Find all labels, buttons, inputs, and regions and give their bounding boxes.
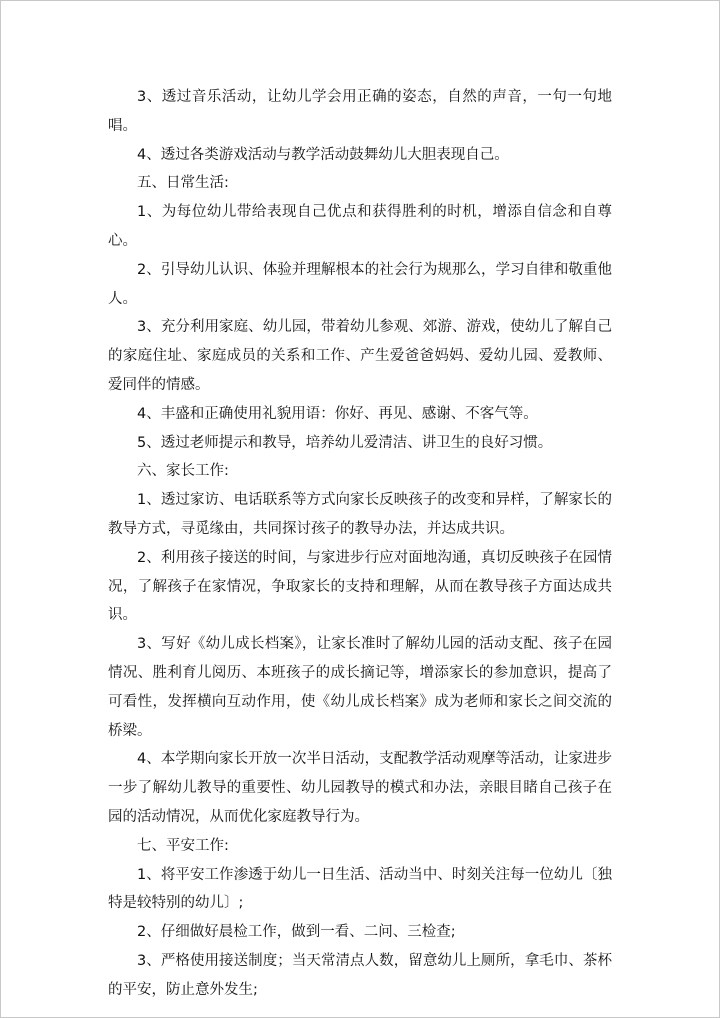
section-heading-parent-work: 六、家长工作: (137, 463, 229, 480)
paragraph-daily-1: 1、为每位幼儿带给表现自己优点和获得胜利的时机，增添自信念和自尊心。 (108, 204, 612, 249)
paragraph-parent-4: 4、本学期向家长开放一次半日活动，支配教学活动观摩等活动，让家进步一步了解幼儿教导的重要性、幼儿园教导的模式和办法，亲眼目睹自己孩子在园的活动情况，从而优化家庭教导行为。 (108, 751, 612, 825)
paragraph-daily-4: 4、丰盛和正确使用礼貌用语：你好、再见、感谢、不客气等。 (137, 405, 538, 422)
paragraph-parent-3: 3、写好《幼儿成长档案》，让家长准时了解幼儿园的活动支配、孩子在园情况、胜利育儿阅历、本班孩子的成长摘记等，增添家长的参加意识，提高了可看性，发挥横向互动作用，使《幼儿成长档案》成为老师和家长之间交流的桥梁。 (108, 636, 612, 739)
paragraph-safety-1: 1、将平安工作渗透于幼儿一日生活、活动当中、时刻关注每一位幼儿〔独特是较特别的幼儿〕; (108, 866, 612, 912)
document-body (108, 83, 612, 1005)
section-heading-safety-work: 七、平安工作: (137, 837, 229, 854)
paragraph-games: 4、透过各类游戏活动与教学活动鼓舞幼儿大胆表现自己。 (137, 146, 509, 163)
paragraph-parent-2: 2、利用孩子接送的时间，与家进步行应对面地沟通，真切反映孩子在园情况，了解孩子在家情况，争取家长的支持和理解，从而在教导孩子方面达成共识。 (108, 549, 612, 624)
paragraph-parent-1: 1、透过家访、电话联系等方式向家长反映孩子的改变和异样，了解家长的教导方式，寻觅缘由，共同探讨孩子的教导办法，并达成共识。 (108, 492, 612, 537)
section-heading-daily-life: 五、日常生活: (137, 175, 229, 192)
paragraph-safety-2: 2、仔细做好晨检工作，做到一看、二问、三检查; (137, 924, 456, 941)
paragraph-safety-3: 3、严格使用接送制度；当天常清点人数，留意幼儿上厕所，拿毛巾、茶杯的平安，防止意外发生; (108, 952, 612, 998)
paragraph-music-activity: 3、透过音乐活动，让幼儿学会用正确的姿态，自然的声音，一句一句地唱。 (108, 89, 612, 134)
paragraph-daily-2: 2、引导幼儿认识、体验并理解根本的社会行为规那么，学习自律和敬重他人。 (108, 261, 612, 307)
paragraph-daily-3: 3、充分利用家庭、幼儿园，带着幼儿参观、郊游、游戏，使幼儿了解自己的家庭住址、家庭成员的关系和工作、产生爱爸爸妈妈、爱幼儿园、爱教师、爱同伴的情感。 (108, 319, 612, 393)
paragraph-daily-5: 5、透过老师提示和教导，培养幼儿爱清洁、讲卫生的良好习惯。 (137, 434, 553, 451)
